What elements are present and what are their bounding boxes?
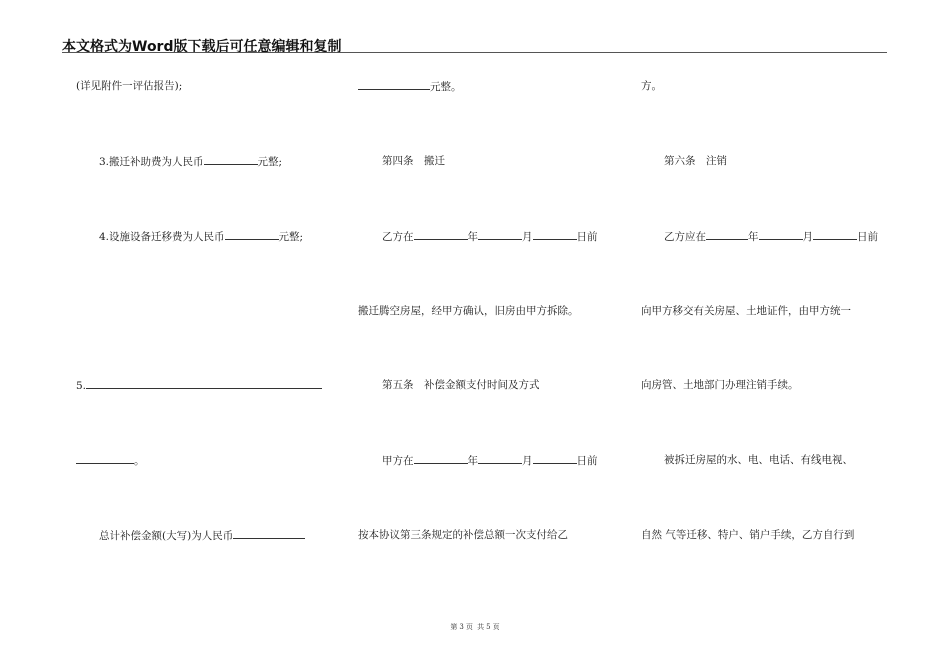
text: 日前: [857, 231, 878, 243]
col3-line-1: 方。: [641, 80, 662, 92]
col1-line-3: [99, 229, 303, 244]
blank-field: [759, 229, 803, 240]
page-footer: [0, 622, 950, 632]
col1-line-1: (详见附件一评估报告);: [76, 80, 183, 92]
text: 页: [492, 623, 500, 631]
text: 总计补偿金额(大写)为人民币: [99, 530, 234, 542]
text: 第: [450, 623, 458, 631]
blank-field: [533, 229, 577, 240]
col2-line-5: 第五条 补偿金额支付时间及方式: [382, 379, 540, 391]
blank-field: [358, 79, 430, 90]
col3-line-7: 自然 气等迁移、特户、销户手续，乙方自行到: [641, 529, 855, 541]
col1-line-5: [76, 453, 145, 468]
col2-line-3: [382, 229, 598, 244]
text: 日前: [576, 231, 598, 243]
text: 月: [802, 231, 813, 243]
col2-line-6: [382, 453, 598, 468]
current-page-number: 3: [459, 623, 464, 631]
text: 甲方在: [382, 455, 414, 467]
col3-line-4: 向甲方移交有关房屋、土地证件，由甲方统一: [641, 305, 851, 317]
text: 。: [134, 455, 145, 467]
col2-line-2: 第四条 搬迁: [382, 155, 445, 167]
col3-line-5: 向房管、土地部门办理注销手续。: [641, 379, 799, 391]
blank-field: [225, 229, 279, 240]
text: 月: [522, 231, 533, 243]
col1-line-6: [99, 528, 305, 543]
blank-field: [76, 453, 134, 464]
text: 4.设施设备迁移费为人民币: [99, 231, 225, 243]
text: 元整;: [257, 156, 283, 168]
blank-field: [414, 229, 468, 240]
text: 乙方在: [382, 231, 414, 243]
blank-field: [414, 453, 468, 464]
blank-field: [706, 229, 748, 240]
col1-line-4: [76, 378, 322, 393]
col1-line-2: [99, 154, 282, 169]
text: 5.: [76, 380, 87, 392]
page-header-title: 本文格式为Word版下载后可任意编辑和复制: [62, 39, 342, 55]
text: 元整;: [278, 231, 304, 243]
total-page-count: 5: [486, 623, 491, 631]
blank-field: [478, 229, 522, 240]
col3-line-3: [664, 229, 878, 244]
text: 元整。: [430, 81, 462, 93]
blank-field: [813, 229, 857, 240]
col3-line-2: 第六条 注销: [664, 155, 727, 167]
col2-line-7: 按本协议第三条规定的补偿总额一次支付给乙: [358, 529, 568, 541]
text: 共: [477, 623, 485, 631]
header-divider: [62, 52, 887, 53]
text: 3.搬迁补助费为人民币: [99, 156, 204, 168]
text: 页: [465, 623, 473, 631]
text: 年: [467, 231, 478, 243]
text: 乙方应在: [664, 231, 706, 243]
blank-field: [533, 453, 577, 464]
col3-line-6: 被拆迁房屋的水、电、电话、有线电视、: [664, 454, 853, 466]
col2-line-4: 搬迁腾空房屋，经甲方确认，旧房由甲方拆除。: [358, 305, 579, 317]
text: 月: [522, 455, 533, 467]
blank-field: [204, 154, 258, 165]
blank-field: [86, 378, 322, 389]
text: 年: [748, 231, 759, 243]
blank-field: [233, 528, 305, 539]
col2-line-1: [358, 79, 462, 94]
text: 年: [467, 455, 478, 467]
text: 日前: [576, 455, 598, 467]
blank-field: [478, 453, 522, 464]
